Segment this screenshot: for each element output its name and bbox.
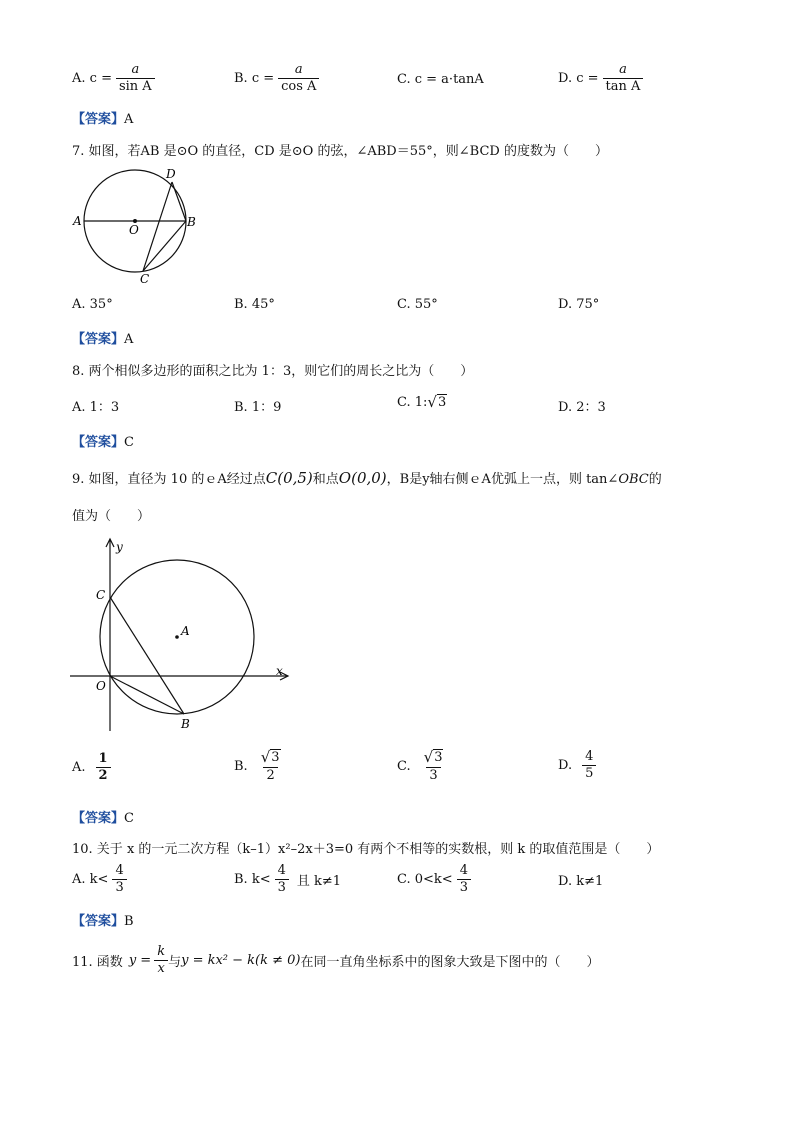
q10-option-d: D. k≠1 [558,874,604,889]
q10-question: 10. 关于 x 的一元二次方程（k–1）x²–2x＋3=0 有两个不相等的实数根，则 k 的取值范围是（ ） [72,842,660,857]
q6-option-c: C. c = a·tanA [397,72,484,87]
q9-label-c: C [96,588,106,602]
q6-option-b: B. c = $\frac{a}{\text{cos A}}$ [234,62,319,95]
q9-label-x: x [276,664,283,678]
q9-option-c: C. √ 3 3 [397,748,443,783]
q11-question: 11. 函数 y = $\frac{k}{x}$ 与 y = kx² − k(k ≠ 0) 在同一直角坐标系中的图象大致是下图中的（ ） [72,944,600,976]
q7-option-b: B. 45° [234,297,275,312]
q6-option-a: A. c = $\frac{a}{\text{sin A}}$ [72,62,155,95]
q10-answer: 【答案】B [72,914,134,929]
q7-option-a: A. 35° [72,297,113,312]
q7-answer: 【答案】A [72,332,134,347]
q8-option-b: B. 1：9 [234,400,282,415]
q10-option-a: A. k< $\frac{4}{3}$ [72,863,127,896]
q9-label-o: O [96,679,106,693]
q9-question-line1: 9. 如图，直径为 10 的ｅA经过点C(0,5)和点O(0,0)，B是y轴右侧ｅA优弧上一点，则 tan∠OBC的 [72,469,662,487]
q8-option-d: D. 2：3 [558,400,606,415]
q8-option-a: A. 1：3 [72,400,120,415]
q9-coordinate-diagram [66,535,296,735]
q9-label-a: A [181,624,190,638]
q9-option-a: A. $\frac{1}{2}$ [72,751,111,784]
q7-option-d: D. 75° [558,297,600,312]
q9-option-d: D. $\frac{4}{5}$ [558,749,596,782]
q7-label-c: C [140,272,150,286]
q7-label-o: O [129,223,139,237]
q10-option-b: B. k< $\frac{4}{3}$ 且 k≠1 [234,863,342,895]
q10-option-c: C. 0<k< $\frac{4}{3}$ [397,863,471,896]
q9-label-b: B [181,717,190,731]
q8-option-c: C. 1: √ 3 [397,393,447,411]
q7-option-c: C. 55° [397,297,438,312]
q6-option-d: D. c = $\frac{a}{\text{tan A}}$ [558,62,643,95]
q7-label-a: A [73,214,82,228]
q8-answer: 【答案】C [72,435,134,450]
q6-answer: 【答案】A [72,112,134,127]
q9-answer: 【答案】C [72,811,134,826]
q7-question: 7. 如图，若AB 是⊙O 的直径，CD 是⊙O 的弦，∠ABD＝55°，则∠BCD 的度数为（ ） [72,144,608,159]
q9-label-y: y [116,540,123,554]
q7-label-d: D [166,167,176,181]
q8-question: 8. 两个相似多边形的面积之比为 1：3，则它们的周长之比为（ ） [72,364,474,379]
q7-circle-diagram [70,164,200,286]
q9-option-b: B. √ 3 2 [234,748,280,783]
q9-question-line2: 值为（ ） [72,509,151,524]
q7-label-b: B [187,215,196,229]
